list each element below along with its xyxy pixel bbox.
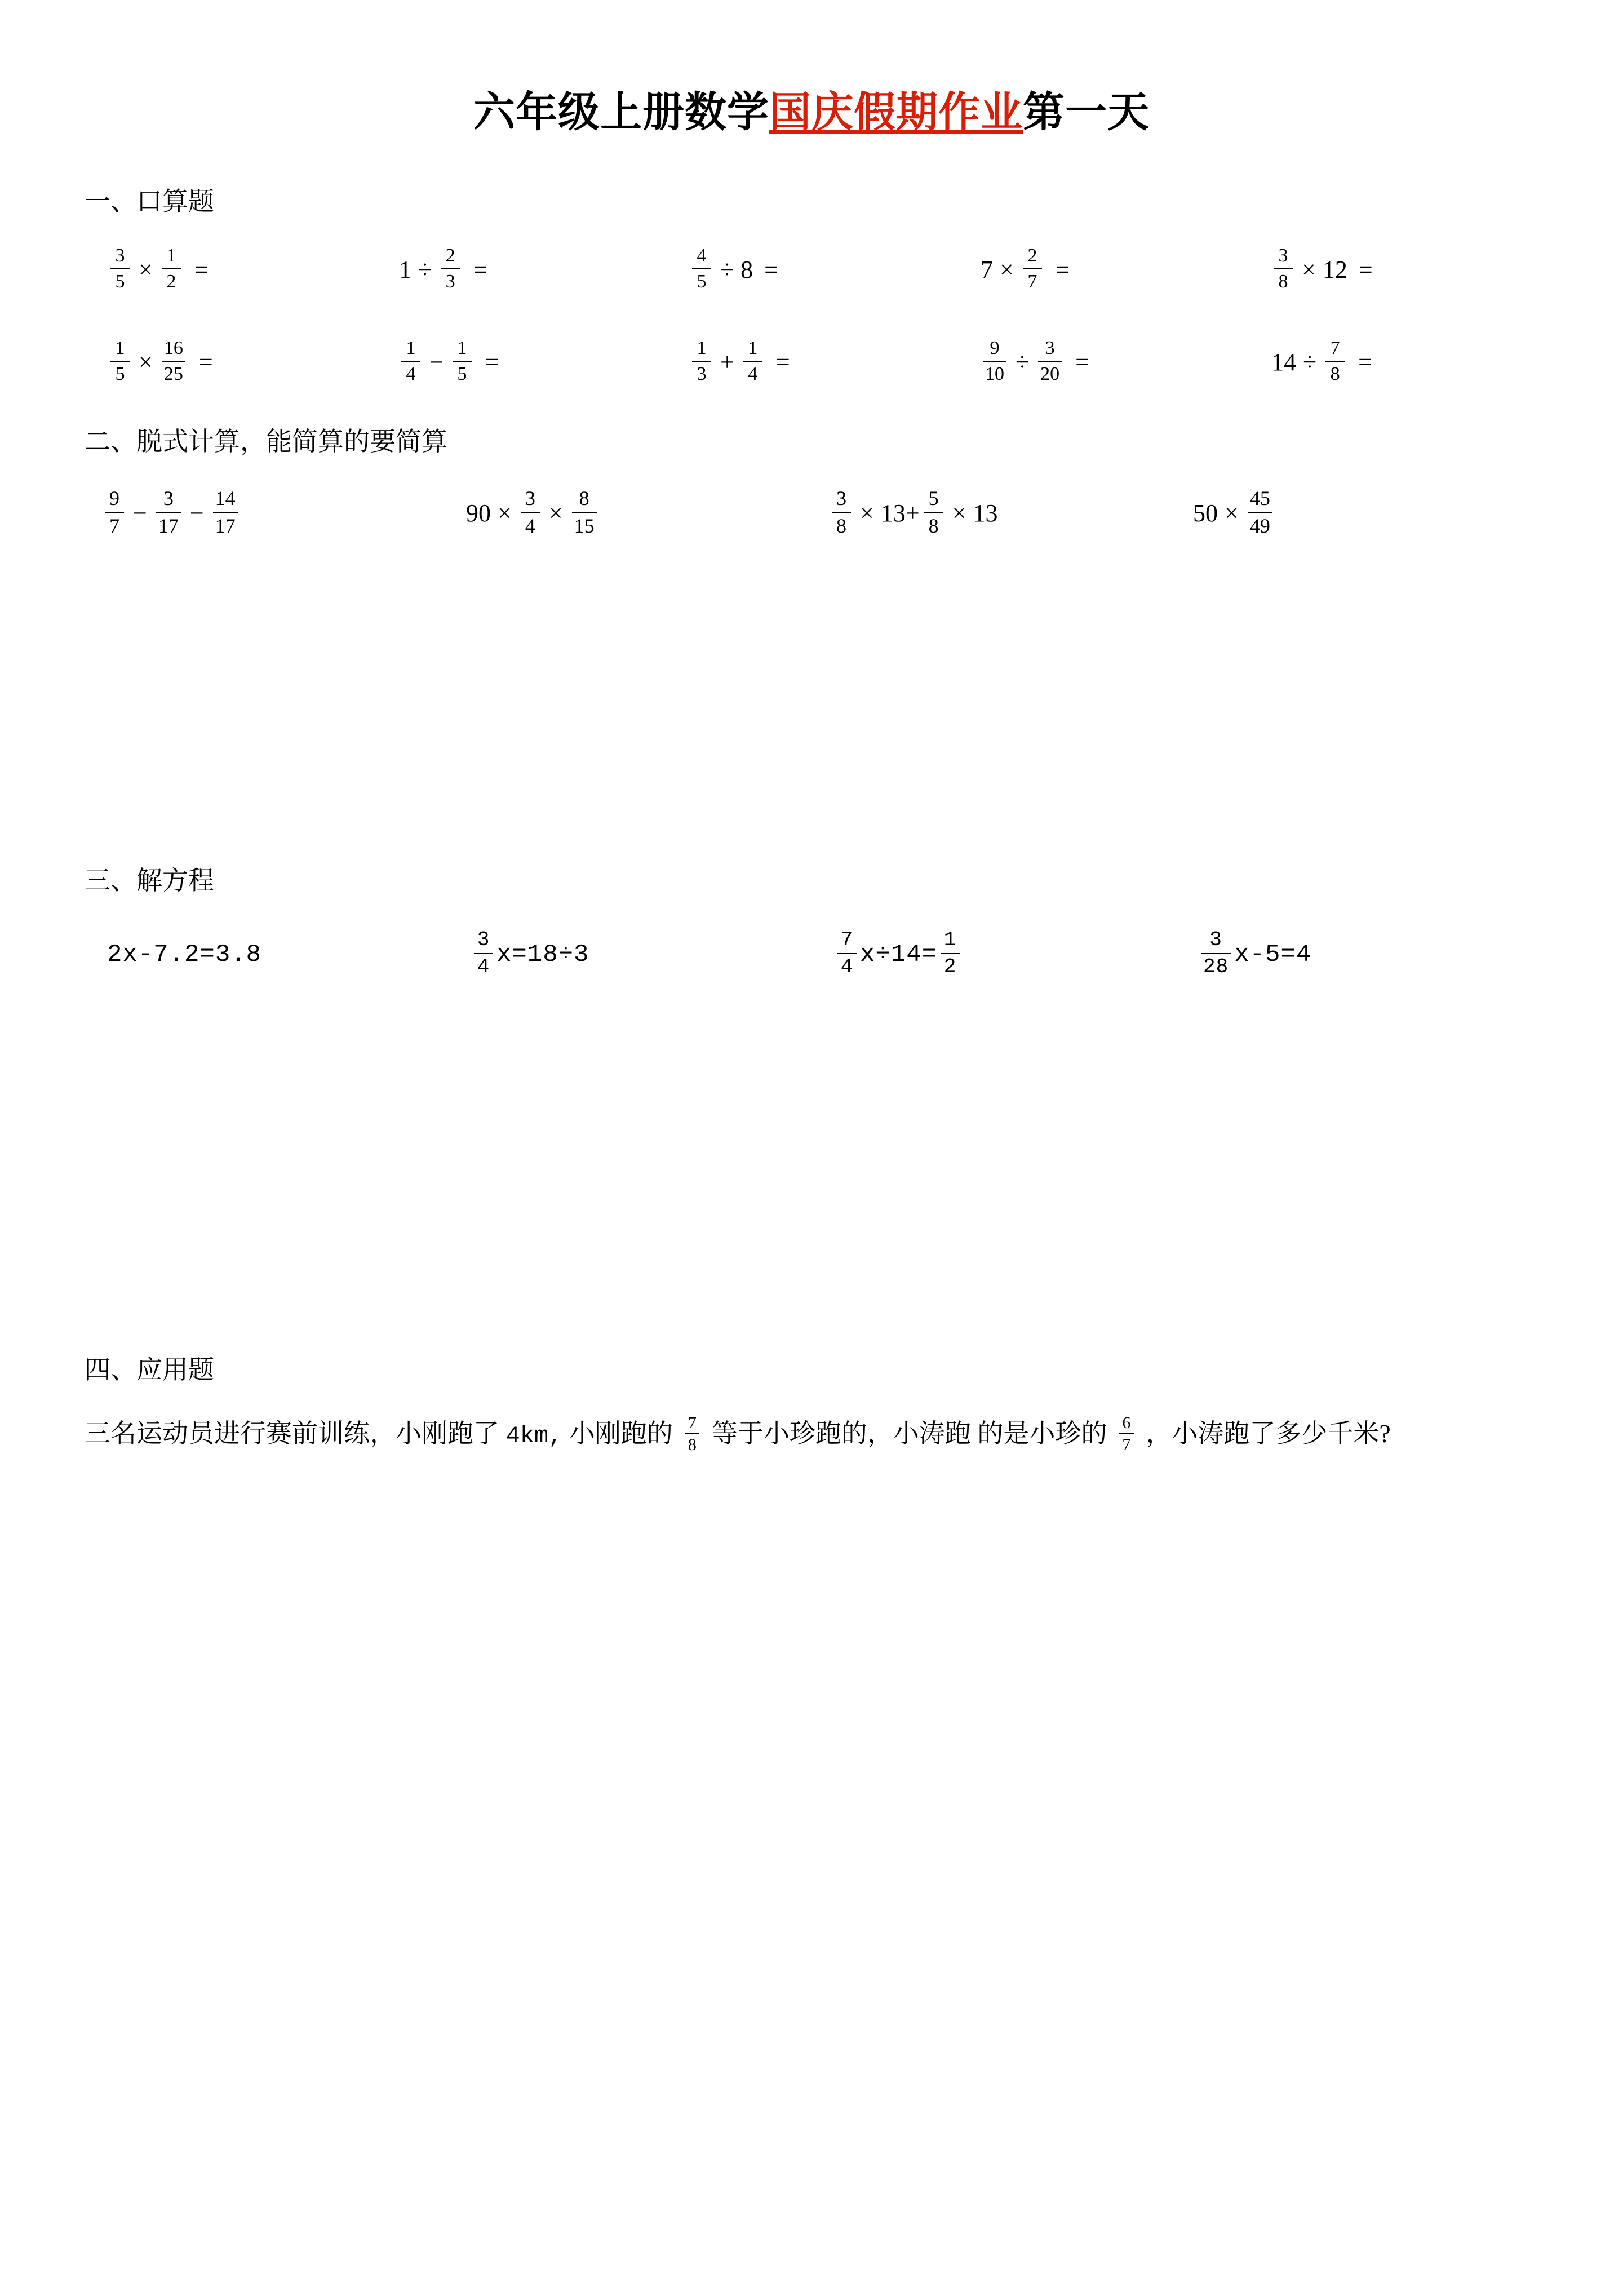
- problem-fraction-2: [1119, 1413, 1134, 1454]
- frac-den: 49: [1249, 514, 1270, 537]
- problem-part-5: ，小涛跑了多少千米?: [1146, 1419, 1391, 1448]
- frac-bar: [941, 953, 960, 954]
- frac-num: 9: [109, 487, 119, 510]
- frac-den: 17: [215, 514, 236, 537]
- frac-bar: [474, 953, 493, 954]
- oral-item-9: [957, 331, 1248, 393]
- equation-item-2: [448, 918, 812, 991]
- frac-num: 1: [748, 338, 758, 359]
- frac-bar: [110, 268, 130, 269]
- operator: ×: [860, 499, 874, 527]
- frac-num: 4: [697, 245, 707, 267]
- operator: ÷: [418, 256, 432, 284]
- frac-bar: [213, 512, 238, 513]
- operator: ×: [1302, 256, 1316, 284]
- frac-den: 2: [943, 955, 957, 979]
- frac-bar: [832, 512, 851, 513]
- frac-num: 7: [688, 1413, 697, 1432]
- whole-number: 13+: [880, 499, 920, 527]
- equals-sign: =: [1358, 348, 1372, 376]
- whole-number: 13: [973, 499, 998, 527]
- frac-bar: [401, 361, 420, 362]
- frac-num: 3: [163, 487, 174, 510]
- frac-bar: [1023, 268, 1042, 269]
- frac-num: 1: [115, 338, 125, 359]
- operator: −: [189, 499, 204, 527]
- frac-num: 3: [836, 487, 846, 510]
- frac-den: 8: [928, 514, 939, 537]
- equation-text: x=18÷3: [496, 941, 589, 969]
- frac-bar: [837, 953, 857, 954]
- frac-bar: [685, 1433, 699, 1434]
- frac-den: 8: [836, 514, 846, 537]
- equation-problems: [85, 918, 1538, 991]
- frac-bar: [1325, 361, 1345, 362]
- equals-sign: =: [764, 256, 778, 284]
- frac-num: 14: [215, 487, 236, 510]
- oral-row-1: [85, 239, 1538, 301]
- problem-part-3: 等于小珍跑的，小涛跑: [711, 1419, 971, 1448]
- problem-part-4: 的是小珍的: [977, 1419, 1107, 1448]
- whole-number: 50: [1193, 499, 1218, 527]
- equation-item-3: [812, 918, 1175, 991]
- title-highlight: 国庆假期作业: [769, 90, 1023, 136]
- oral-item-1: [85, 239, 375, 301]
- frac-den: 5: [115, 271, 125, 292]
- equals-sign: =: [1055, 256, 1070, 284]
- problem-part-1: 三名运动员进行赛前训练，小刚跑了: [85, 1419, 499, 1448]
- frac-bar: [1038, 361, 1062, 362]
- frac-num: 7: [1330, 338, 1340, 359]
- frac-den: 15: [574, 514, 595, 537]
- frac-num: 3: [1209, 928, 1222, 951]
- frac-den: 4: [748, 364, 758, 385]
- frac-bar: [924, 512, 943, 513]
- frac-den: 4: [477, 955, 490, 979]
- operator: ×: [548, 499, 563, 527]
- oral-item-3: [666, 239, 957, 301]
- frac-num: 3: [477, 928, 490, 951]
- operator: ×: [139, 348, 153, 376]
- frac-bar: [453, 361, 472, 362]
- operator: −: [133, 499, 147, 527]
- frac-bar: [1201, 953, 1231, 954]
- equation-workspace: [85, 991, 1538, 1352]
- whole-number: 7: [981, 256, 993, 284]
- whole-number: 14: [1271, 348, 1296, 376]
- equation-text: x÷14=: [860, 941, 938, 969]
- oral-item-6: [85, 331, 375, 393]
- equals-sign: =: [485, 348, 499, 376]
- frac-num: 1: [943, 928, 957, 951]
- calculate-item-1: [85, 480, 448, 547]
- section-heading-calculate: 二、脱式计算，能简算的要简算: [85, 427, 447, 456]
- frac-bar: [162, 268, 181, 269]
- frac-bar: [1248, 512, 1272, 513]
- frac-bar: [1119, 1433, 1134, 1434]
- frac-bar: [692, 268, 711, 269]
- operator: ×: [498, 499, 512, 527]
- operator: ×: [1225, 499, 1239, 527]
- whole-number: 12: [1322, 256, 1347, 284]
- frac-bar: [743, 361, 762, 362]
- oral-item-7: [375, 331, 666, 393]
- frac-den: 7: [1027, 271, 1037, 292]
- problem-part-2: 小刚跑的: [569, 1419, 673, 1448]
- frac-num: 3: [1045, 338, 1055, 359]
- frac-den: 25: [163, 364, 183, 385]
- operator: ×: [1000, 256, 1014, 284]
- frac-num: 1: [166, 245, 176, 267]
- operator: ÷: [1303, 348, 1317, 376]
- frac-bar: [521, 512, 540, 513]
- frac-num: 5: [928, 487, 939, 510]
- frac-bar: [692, 361, 711, 362]
- frac-num: 8: [579, 487, 589, 510]
- equation-text: x-5=4: [1234, 941, 1312, 969]
- equals-sign: =: [198, 348, 213, 376]
- frac-bar: [156, 512, 181, 513]
- whole-number: 8: [740, 256, 753, 284]
- operator: ×: [139, 256, 153, 284]
- frac-den: 5: [457, 364, 467, 385]
- equation-item-1: [85, 918, 448, 991]
- frac-num: 2: [445, 245, 455, 267]
- frac-bar: [162, 361, 185, 362]
- frac-den: 8: [688, 1435, 697, 1454]
- whole-number: 90: [466, 499, 491, 527]
- operator: ×: [952, 499, 966, 527]
- oral-item-2: [375, 239, 666, 301]
- application-problem-text: [85, 1408, 1538, 1460]
- frac-num: 9: [990, 338, 1000, 359]
- operator: −: [429, 348, 444, 376]
- frac-bar: [105, 512, 124, 513]
- frac-den: 4: [406, 364, 416, 385]
- frac-bar: [441, 268, 460, 269]
- frac-num: 6: [1122, 1413, 1131, 1432]
- oral-item-8: [666, 331, 957, 393]
- equals-sign: =: [1358, 256, 1373, 284]
- calculate-workspace: [85, 547, 1538, 863]
- frac-num: 7: [840, 928, 854, 951]
- frac-bar: [1274, 268, 1293, 269]
- operator: +: [720, 348, 734, 376]
- problem-fraction-1: [685, 1413, 699, 1454]
- equals-sign: =: [194, 256, 209, 284]
- oral-row-2: [85, 331, 1538, 393]
- frac-den: 28: [1203, 955, 1229, 979]
- frac-num: 1: [457, 338, 467, 359]
- calculate-item-2: [448, 480, 812, 547]
- frac-den: 2: [166, 271, 176, 292]
- frac-num: 45: [1249, 487, 1270, 510]
- operator: ÷: [720, 256, 734, 284]
- frac-den: 5: [115, 364, 125, 385]
- frac-num: 3: [525, 487, 535, 510]
- section-heading-equations: 三、解方程: [85, 866, 214, 895]
- frac-den: 8: [1278, 271, 1288, 292]
- oral-item-4: [957, 239, 1248, 301]
- frac-bar: [983, 361, 1006, 362]
- frac-num: 16: [163, 338, 183, 359]
- frac-den: 7: [109, 514, 119, 537]
- operator: ÷: [1016, 348, 1030, 376]
- frac-num: 1: [406, 338, 416, 359]
- frac-num: 3: [115, 245, 125, 267]
- frac-den: 17: [158, 514, 179, 537]
- frac-bar: [572, 512, 597, 513]
- oral-item-5: [1248, 239, 1538, 301]
- frac-den: 20: [1040, 364, 1060, 385]
- frac-den: 5: [697, 271, 707, 292]
- frac-den: 3: [697, 364, 707, 385]
- frac-den: 10: [985, 364, 1004, 385]
- frac-den: 4: [525, 514, 535, 537]
- title-suffix: 第一天: [1023, 90, 1150, 136]
- equals-sign: =: [1075, 348, 1089, 376]
- calculate-item-3: [812, 480, 1175, 547]
- section-heading-application: 四、应用题: [85, 1355, 214, 1385]
- frac-num: 3: [1278, 245, 1288, 267]
- oral-problems: [85, 239, 1538, 393]
- equals-sign: =: [473, 256, 487, 284]
- frac-num: 1: [697, 338, 707, 359]
- equation-item-4: [1175, 918, 1538, 991]
- frac-den: 7: [1122, 1435, 1131, 1454]
- title-prefix: 六年级上册数学: [473, 90, 769, 136]
- frac-den: 4: [840, 955, 854, 979]
- frac-den: 8: [1330, 364, 1340, 385]
- page-title: [85, 79, 1538, 139]
- frac-num: 2: [1027, 245, 1037, 267]
- whole-number: 1: [399, 256, 411, 284]
- frac-bar: [110, 361, 130, 362]
- section-heading-oral: 一、口算题: [85, 187, 214, 216]
- frac-den: 3: [445, 271, 455, 292]
- equation-text: 2x-7.2=3.8: [107, 941, 262, 969]
- oral-item-10: [1248, 331, 1538, 393]
- calculate-item-4: [1175, 480, 1538, 547]
- calculate-problems: [85, 480, 1538, 547]
- problem-distance: 4km,: [505, 1422, 563, 1450]
- equals-sign: =: [775, 348, 790, 376]
